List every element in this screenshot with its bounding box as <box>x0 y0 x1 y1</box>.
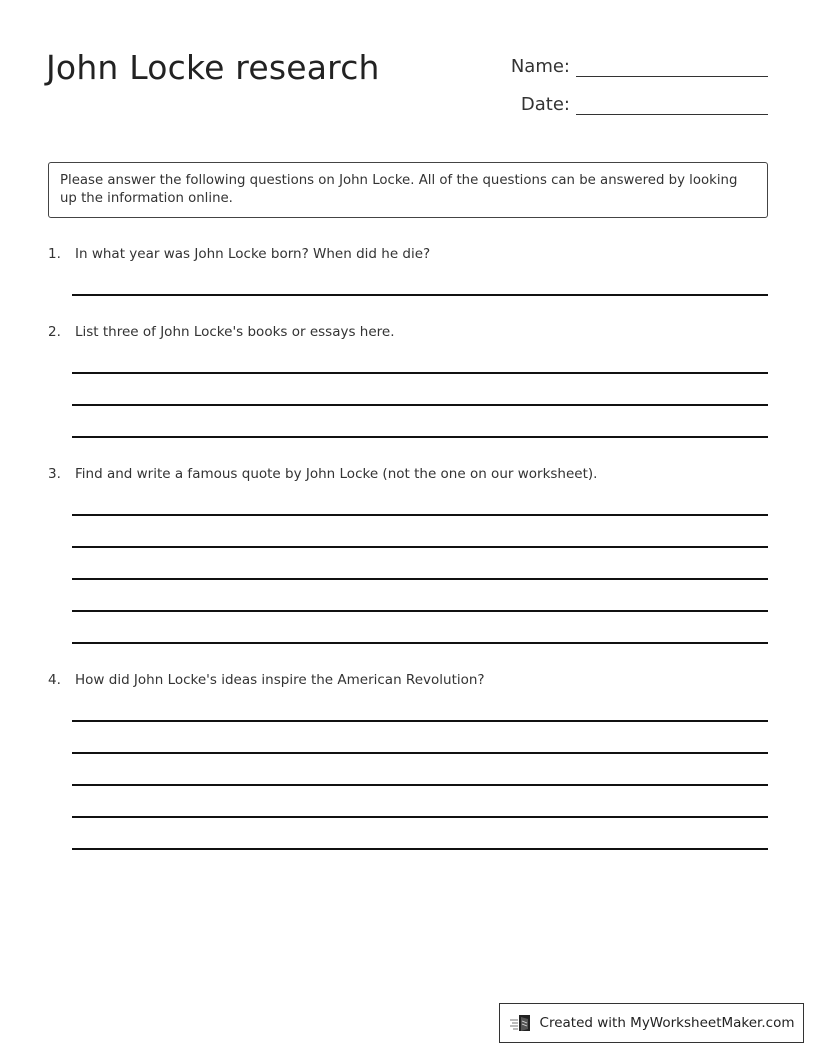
answer-line[interactable] <box>72 404 768 406</box>
date-input-line[interactable] <box>576 92 768 115</box>
question-1 <box>48 246 430 262</box>
answer-line[interactable] <box>72 816 768 818</box>
answer-line[interactable] <box>72 848 768 850</box>
page-title: John Locke research <box>46 48 380 87</box>
question-3 <box>48 466 597 482</box>
name-input-line[interactable] <box>576 54 768 77</box>
answer-line[interactable] <box>72 436 768 438</box>
question-4 <box>48 672 485 688</box>
answer-line[interactable] <box>72 752 768 754</box>
answer-line[interactable] <box>72 294 768 296</box>
footer-text: Created with MyWorksheetMaker.com <box>539 1015 795 1031</box>
question-text: List three of John Locke's books or essays here. <box>75 324 395 340</box>
question-number: 2. <box>48 324 61 340</box>
date-label: Date: <box>520 94 570 115</box>
answer-line[interactable] <box>72 546 768 548</box>
answer-line[interactable] <box>72 578 768 580</box>
footer-credit[interactable] <box>499 1003 804 1043</box>
instructions-box: Please answer the following questions on John Locke. All of the questions can be answered by looking up the information online. <box>48 162 768 218</box>
answer-line[interactable] <box>72 784 768 786</box>
question-text: In what year was John Locke born? When did he die? <box>75 246 431 262</box>
question-number: 4. <box>48 672 61 688</box>
answer-line[interactable] <box>72 720 768 722</box>
question-text: How did John Locke's ideas inspire the American Revolution? <box>75 672 485 688</box>
answer-line[interactable] <box>72 514 768 516</box>
question-number: 3. <box>48 466 61 482</box>
name-field[interactable] <box>500 54 768 77</box>
answer-line[interactable] <box>72 372 768 374</box>
date-field[interactable] <box>500 92 768 115</box>
question-2 <box>48 324 395 340</box>
worksheet-maker-logo-icon <box>509 1013 533 1033</box>
answer-line[interactable] <box>72 642 768 644</box>
question-text: Find and write a famous quote by John Locke (not the one on our worksheet). <box>75 466 598 482</box>
name-label: Name: <box>510 56 570 77</box>
question-number: 1. <box>48 246 61 262</box>
answer-line[interactable] <box>72 610 768 612</box>
